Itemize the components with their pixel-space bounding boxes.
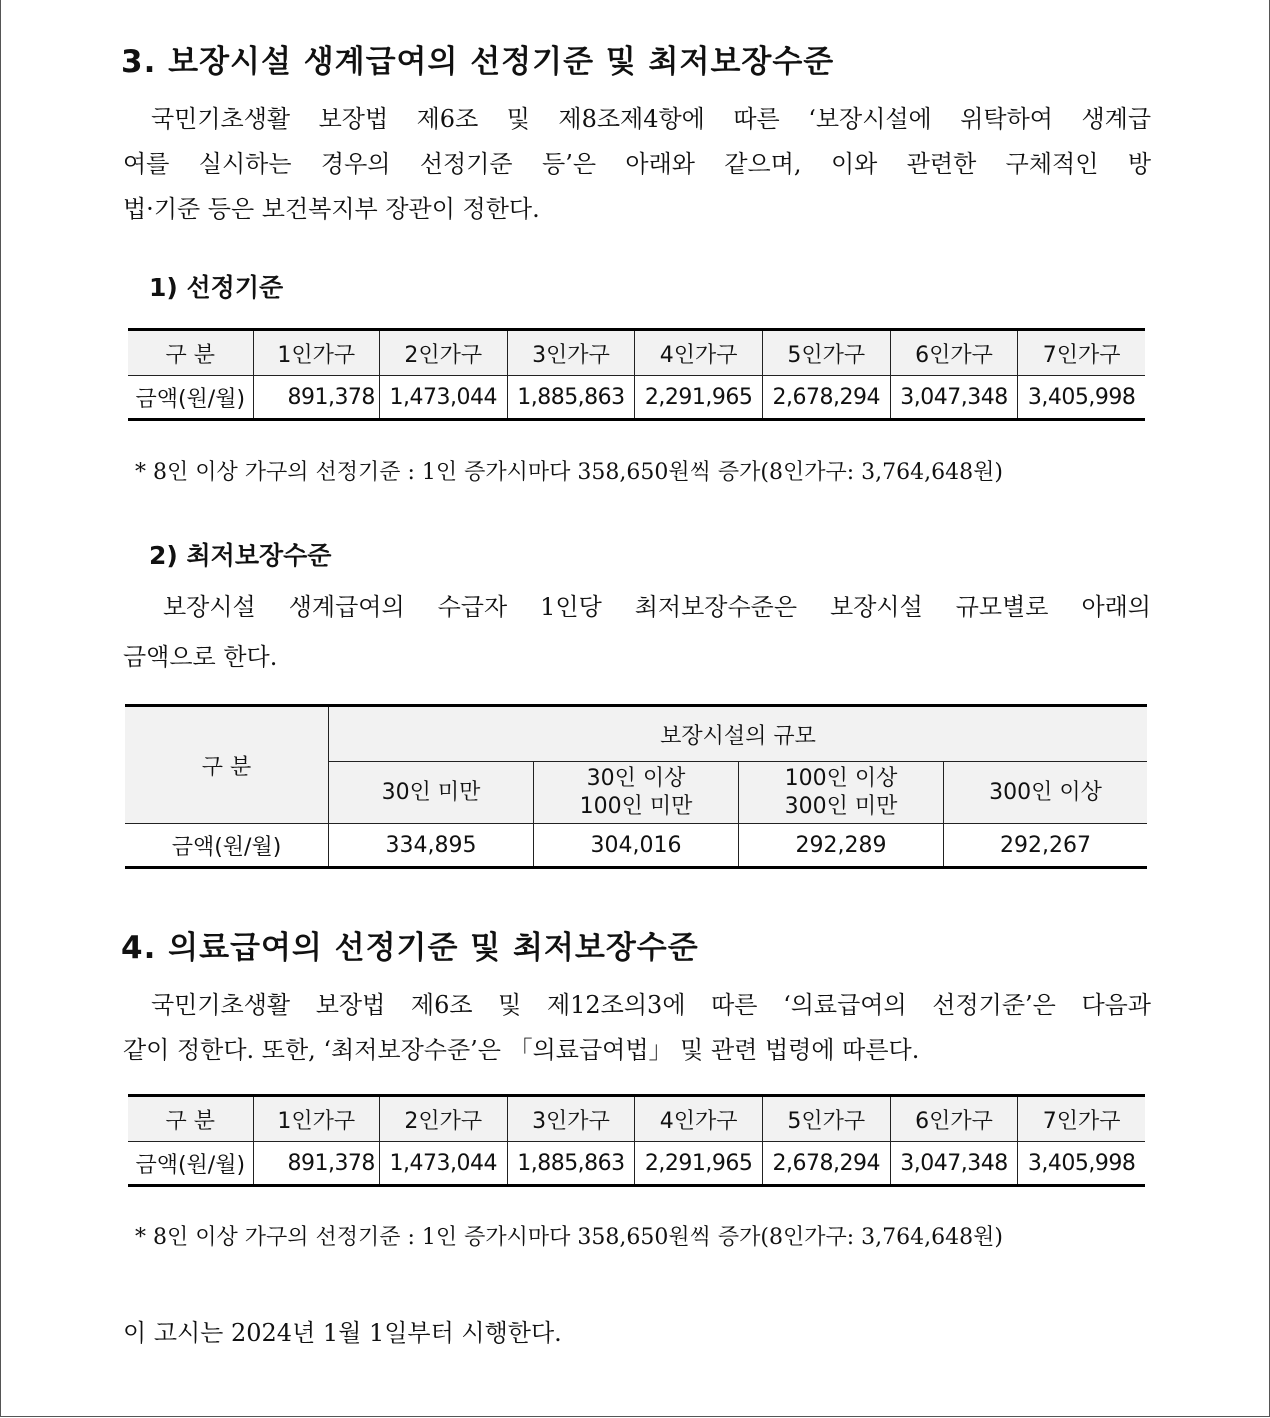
- value-cell: 2,291,965: [635, 376, 763, 420]
- value-cell: 1,473,044: [379, 1142, 507, 1186]
- selection-criteria-table: [128, 328, 1145, 421]
- table-header-cell: 구 분: [128, 330, 253, 376]
- section4-note: * 8인 이상 가구의 선정기준 : 1인 증가시마다 358,650원씩 증가(8인가구: 3,764,648원): [135, 1225, 1003, 1250]
- sub2-heading: 2) 최저보장수준: [149, 541, 332, 570]
- table-header-cell: 1인가구: [253, 330, 379, 376]
- section3-heading: 3. 보장시설 생계급여의 선정기준 및 최저보장수준: [121, 44, 835, 80]
- value-cell: 1,885,863: [507, 376, 635, 420]
- value-cell: 3,405,998: [1018, 376, 1145, 420]
- value-cell: 2,678,294: [762, 1142, 890, 1186]
- value-cell: 292,267: [944, 824, 1148, 868]
- row-label-cell: 금액(원/월): [125, 824, 329, 868]
- table-header-cell: 3인가구: [507, 1096, 635, 1142]
- table-header-cell: [329, 762, 534, 824]
- medical-criteria-table: [128, 1094, 1145, 1187]
- table-header-cell: 구 분: [128, 1096, 253, 1142]
- table-row: [128, 1142, 1145, 1186]
- table-header-cell: 6인가구: [890, 1096, 1018, 1142]
- section4-intro-line2: 같이 정한다. 또한, ‘최저보장수준’은 「의료급여법」 및 관련 법령에 따른다.: [123, 1036, 920, 1064]
- value-cell: 891,378: [253, 376, 379, 420]
- table-row: [125, 824, 1147, 868]
- col-label: 30인 미만: [381, 779, 481, 805]
- value-cell: 304,016: [534, 824, 739, 868]
- value-cell: 891,378: [253, 1142, 379, 1186]
- table-header-cell: 5인가구: [762, 330, 890, 376]
- table-header-row: [128, 330, 1145, 376]
- table-header-cell: 6인가구: [890, 330, 1018, 376]
- table-header-cell: 5인가구: [762, 1096, 890, 1142]
- effective-date-text: 이 고시는 2024년 1월 1일부터 시행한다.: [123, 1319, 562, 1347]
- section3-note: * 8인 이상 가구의 선정기준 : 1인 증가시마다 358,650원씩 증가(8인가구: 3,764,648원): [135, 460, 1003, 485]
- value-cell: 1,885,863: [507, 1142, 635, 1186]
- table-header-cell: [944, 762, 1148, 824]
- row-label-cell: 금액(원/월): [128, 1142, 253, 1186]
- table-corner-cell: 구 분: [125, 706, 329, 824]
- row-label-cell: 금액(원/월): [128, 376, 253, 420]
- section4-heading: 4. 의료급여의 선정기준 및 최저보장수준: [121, 930, 699, 966]
- table-header-cell: 1인가구: [253, 1096, 379, 1142]
- value-cell: 2,678,294: [762, 376, 890, 420]
- table-header-cell: 4인가구: [635, 1096, 763, 1142]
- col-label-line2: 100인 미만: [579, 793, 693, 819]
- table-header-cell: 2인가구: [379, 1096, 507, 1142]
- table-header-cell: 7인가구: [1018, 330, 1145, 376]
- value-cell: 2,291,965: [635, 1142, 763, 1186]
- group-header-cell: 보장시설의 규모: [329, 706, 1148, 762]
- table-header-cell: [534, 762, 739, 824]
- minimum-guarantee-table: [125, 704, 1147, 869]
- col-label: 300인 이상: [989, 779, 1102, 805]
- value-cell: 3,047,348: [890, 1142, 1018, 1186]
- value-cell: 292,289: [739, 824, 944, 868]
- value-cell: 3,047,348: [890, 376, 1018, 420]
- col-label-line1: 100인 이상: [784, 765, 898, 791]
- section3-intro-line3: 법·기준 등은 보건복지부 장관이 정한다.: [123, 195, 540, 223]
- sub2-line1: 보장시설 생계급여의 수급자 1인당 최저보장수준은 보장시설 규모별로 아래의: [163, 593, 1151, 621]
- value-cell: 334,895: [329, 824, 534, 868]
- section4-intro-line1: 국민기초생활 보장법 제6조 및 제12조의3에 따른 ‘의료급여의 선정기준’은 다음과: [151, 991, 1151, 1019]
- section3-intro-line2: 여를 실시하는 경우의 선정기준 등’은 아래와 같으며, 이와 관련한 구체적인 방: [123, 150, 1151, 178]
- col-label-line2: 300인 미만: [784, 793, 898, 819]
- table-header-row: [125, 706, 1147, 762]
- sub2-line2: 금액으로 한다.: [123, 643, 278, 671]
- sub1-heading: 1) 선정기준: [149, 273, 284, 302]
- table-header-cell: 2인가구: [379, 330, 507, 376]
- table-header-cell: [739, 762, 944, 824]
- table-header-cell: 7인가구: [1018, 1096, 1145, 1142]
- table-header-row: [128, 1096, 1145, 1142]
- value-cell: 3,405,998: [1018, 1142, 1145, 1186]
- table-header-cell: 3인가구: [507, 330, 635, 376]
- col-label-line1: 30인 이상: [586, 765, 686, 791]
- table-header-cell: 4인가구: [635, 330, 763, 376]
- table-row: [128, 376, 1145, 420]
- value-cell: 1,473,044: [379, 376, 507, 420]
- section3-intro-line1: 국민기초생활 보장법 제6조 및 제8조제4항에 따른 ‘보장시설에 위탁하여 생계급: [151, 105, 1151, 133]
